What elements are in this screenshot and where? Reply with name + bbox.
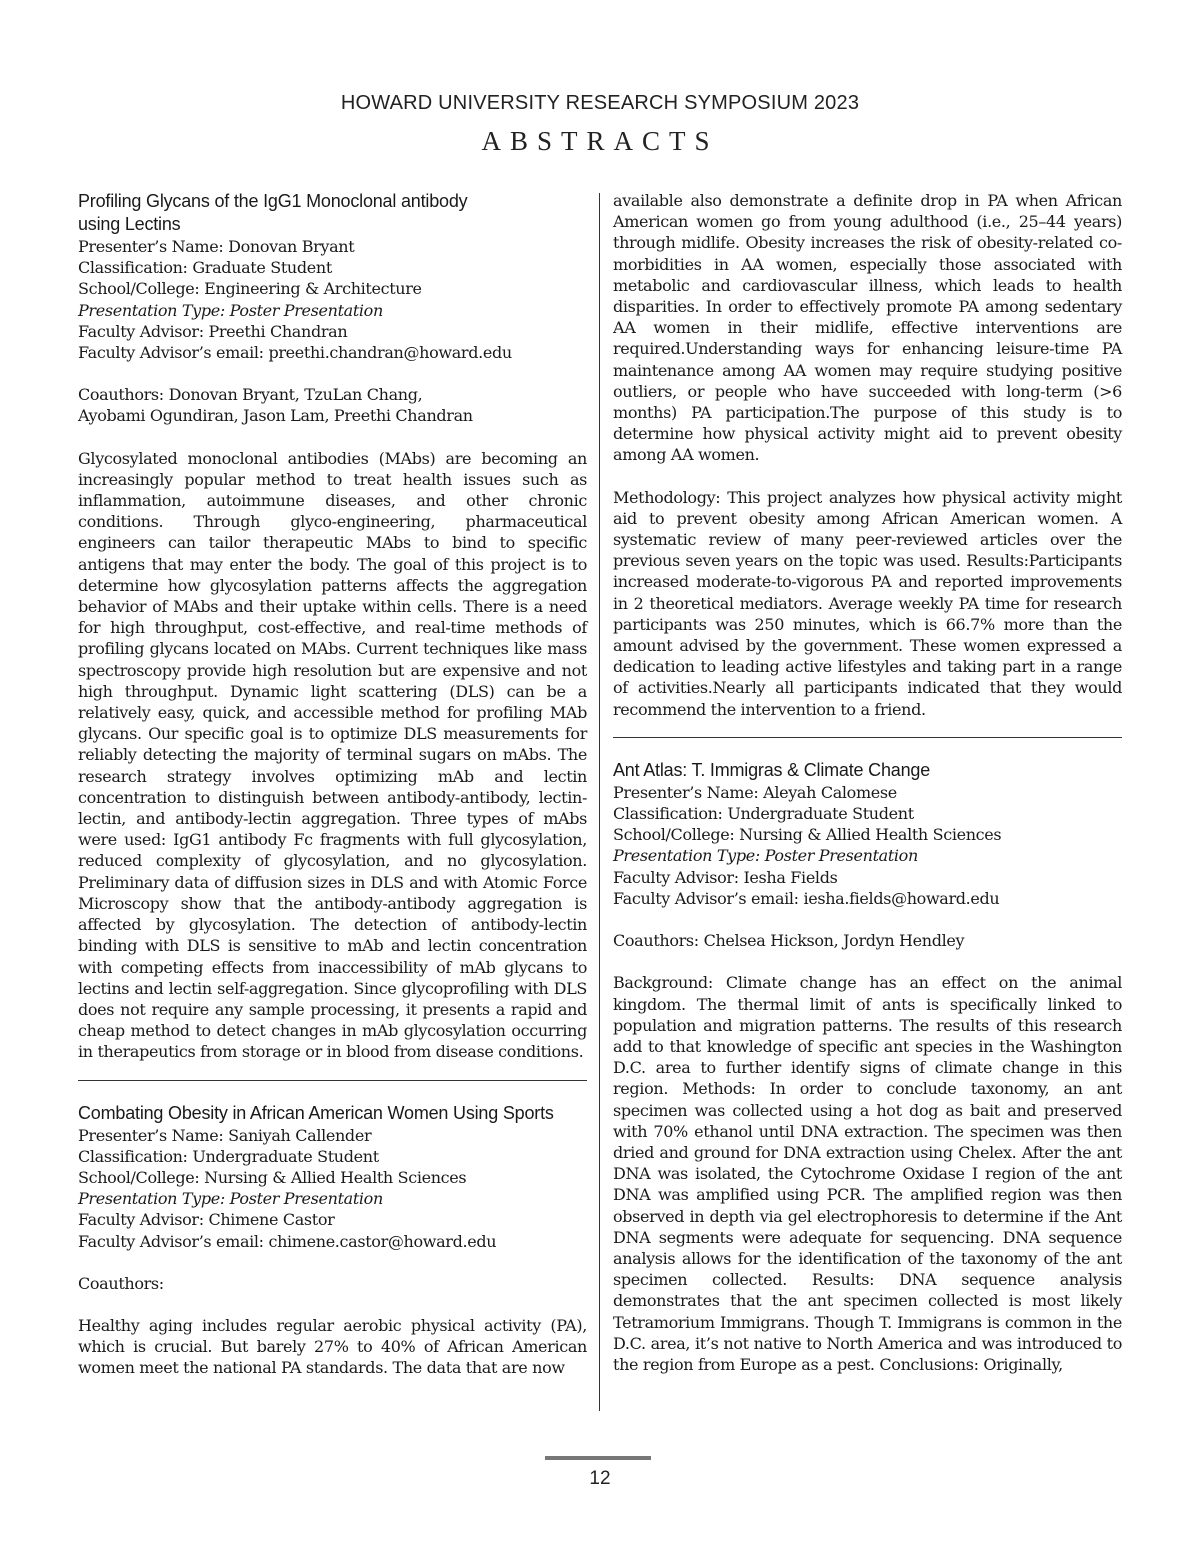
presentation-type: Presentation Type: Poster Presentation (78, 1189, 383, 1209)
faculty-advisor-email: Faculty Advisor’s email: preethi.chandran@howard.edu (78, 343, 512, 363)
abstract-obesity-continued (613, 190, 1122, 720)
coauthors-line1: Coauthors: Donovan Bryant, TzuLan Chang, (78, 385, 423, 405)
abstract-title-line1: Profiling Glycans of the IgG1 Monoclonal antibody (78, 191, 468, 211)
coauthors-line2: Ayobami Ogundiran, Jason Lam, Preethi Chandran (78, 406, 473, 426)
footer-bar (545, 1456, 651, 1460)
faculty-advisor: Faculty Advisor: Chimene Castor (78, 1210, 335, 1230)
faculty-advisor-email: Faculty Advisor’s email: chimene.castor@howard.edu (78, 1231, 497, 1251)
school-college: School/College: Nursing & Allied Health Sciences (78, 1167, 467, 1187)
school-college: School/College: Nursing & Allied Health Sciences (613, 825, 1002, 845)
page-number: 12 (589, 1468, 611, 1489)
section-divider (78, 1080, 587, 1081)
abstract-ant-atlas (613, 759, 1122, 1375)
coauthors: Coauthors: Chelsea Hickson, Jordyn Hendley (613, 931, 965, 951)
presenter-name: Presenter’s Name: Aleyah Calomese (613, 782, 897, 802)
symposium-header: HOWARD UNIVERSITY RESEARCH SYMPOSIUM 2023 (340, 92, 860, 114)
school-college: School/College: Engineering & Architecture (78, 279, 422, 299)
abstract-title (78, 190, 587, 236)
column-divider (599, 193, 600, 1411)
faculty-advisor: Faculty Advisor: Iesha Fields (613, 867, 838, 887)
abstract-body-part2: available also demonstrate a definite drop in PA when African American women go from young adulthood (i.e., 25–44 years) through midlife. Obesity increases the risk of obesity-related co-morbidities in AA women, especially those associated with metabolic and cardiovascular illness, which leads to health disparities. In order to effectively promote PA among sedentary AA women in their midlife, effective interventions are required.Understanding ways for enhancing leisure-time PA maintenance among AA women may require studying positive outliers, or people who have succeeded with long-term (>6 months) PA participation.The purpose of this study is to determine how physical activity might aid to prevent obesity among AA women. (613, 191, 1122, 465)
presenter-name: Presenter’s Name: Saniyah Callender (78, 1125, 372, 1145)
abstract-title: Ant Atlas: T. Immigras & Climate Change (613, 759, 930, 780)
classification: Classification: Undergraduate Student (613, 804, 914, 824)
abstract-title-line2: using Lectins (78, 214, 181, 234)
classification: Classification: Graduate Student (78, 258, 332, 278)
presentation-type: Presentation Type: Poster Presentation (78, 300, 383, 320)
classification: Classification: Undergraduate Student (78, 1146, 379, 1166)
abstract-methodology: Methodology: This project analyzes how physical activity might aid to prevent obesity among African American women. A systematic review of many peer-reviewed articles over the previous seven years on the topic was used. Results:Participants increased moderate-to-vigorous PA and reported improvements in 2 theoretical mediators. Average weekly PA time for research participants was 250 minutes, which is 66.7% more than the amount advised by the government. These women expressed a dedication to leading active lifestyles and taking part in a range of activities.Nearly all participants indicated that they would recommend the intervention to a friend. (613, 487, 1122, 719)
left-column (78, 190, 587, 1379)
faculty-advisor-email: Faculty Advisor’s email: iesha.fields@howard.edu (613, 888, 1000, 908)
section-title: ABSTRACTS (481, 126, 719, 156)
section-divider (613, 737, 1122, 738)
abstract-body: Glycosylated monoclonal antibodies (MAbs) are becoming an increasingly popular method to treat health issues such as inflammation, autoimmune diseases, and other chronic conditions. Through glyco-engineering, pharmaceutical engineers can tailor therapeutic MAbs to bind to specific antigens that may enter the body. The goal of this project is to determine how glycosylation patterns affects the aggregation behavior of MAbs and their uptake within cells. There is a need for high throughput, cost-effective, and real-time methods of profiling glycans located on MAbs. Current techniques like mass spectroscopy provide high resolution but are expensive and not high throughput. Dynamic light scattering (DLS) can be a relatively easy, quick, and accessible method for profiling MAb glycans. Our specific goal is to optimize DLS measurements for reliably detecting the majority of terminal sugars on mAbs. The research strategy involves optimizing mAb and lectin concentration to distinguish between antibody-antibody, lectin-lectin, and antibody-lectin aggregation. Three types of mAbs were used: IgG1 antibody Fc fragments with full glycosylation, reduced complexity of glycosylation, and no glycosylation. Preliminary data of diffusion sizes in DLS and with Atomic Force Microscopy show that the antibody-antibody aggregation is affected by glycosylation. The detection of antibody-lectin binding with DLS is sensitive to mAb and lectin concentration with competing effects from inaccessibility of mAb glycans to lectins and lectin self-aggregation. Since glycoprofiling with DLS does not require any sample processing, it presents a rapid and cheap method to detect changes in mAb glycosylation occurring in therapeutics from storage or in blood from disease conditions. (78, 448, 587, 1062)
coauthors: Coauthors: (78, 1273, 164, 1293)
abstract-glycans (78, 190, 587, 1063)
right-column (613, 190, 1122, 1375)
presentation-type: Presentation Type: Poster Presentation (613, 846, 918, 866)
abstract-body-part1: Healthy aging includes regular aerobic physical activity (PA), which is crucial. But barely 27% to 40% of African American women meet the national PA standards. The data that are now (78, 1315, 587, 1378)
faculty-advisor: Faculty Advisor: Preethi Chandran (78, 321, 348, 341)
abstract-title: Combating Obesity in African American Women Using Sports (78, 1102, 554, 1123)
abstract-obesity (78, 1102, 587, 1379)
abstract-body: Background: Climate change has an effect on the animal kingdom. The thermal limit of ants is specifically linked to population and migration patterns. The results of this research add to that knowledge of specific ant species in the Washington D.C. area to further identify signs of climate change in this region. Methods: In order to conclude taxonomy, an ant specimen was collected using a hot dog as bait and preserved with 70% ethanol until DNA extraction. The specimen was then dried and ground for DNA extraction using Chelex. After the ant DNA was isolated, the Cytochrome Oxidase I region of the ant DNA was amplified using PCR. The amplified region was then observed in depth via gel electrophoresis to determine if the Ant DNA segments were adequate for sequencing. DNA sequence analysis allows for the identification of the taxonomy of the ant specimen collected. Results: DNA sequence analysis demonstrates that the ant specimen collected is most likely Tetramorium Immigrans. Though T. Immigrans is common in the D.C. area, it’s not native to North America and was introduced to the region from Europe as a pest. Conclusions: Originally, (613, 973, 1122, 1374)
presenter-name: Presenter’s Name: Donovan Bryant (78, 237, 355, 256)
